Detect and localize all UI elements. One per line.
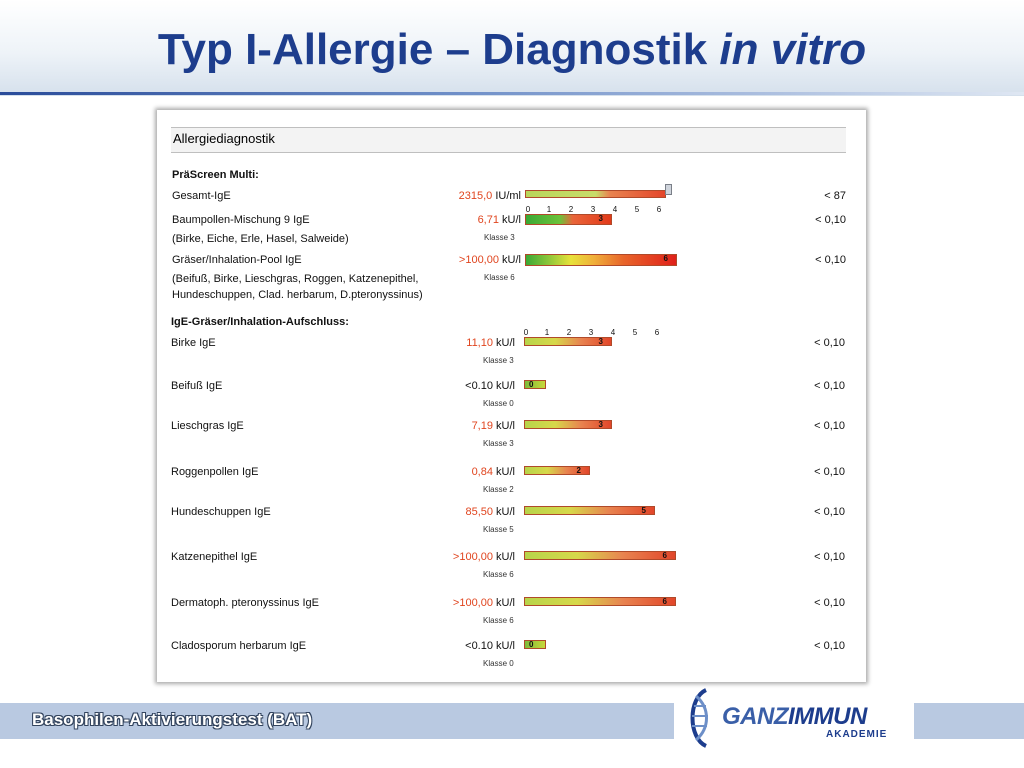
row-reference: < 0,10 bbox=[815, 254, 846, 266]
class-label: 6 bbox=[663, 254, 668, 263]
gesamt-ige-bar bbox=[525, 190, 666, 198]
row-reference: < 0,10 bbox=[814, 420, 845, 432]
scale-tick: 1 bbox=[544, 328, 550, 337]
row-value: 7,19 kU/l bbox=[471, 420, 515, 432]
row-klasse: Klasse 3 bbox=[483, 439, 514, 448]
scale-tick: 5 bbox=[634, 205, 640, 214]
row-name: Katzenepithel IgE bbox=[171, 551, 258, 563]
row-reference: < 0,10 bbox=[814, 466, 845, 478]
row-reference: < 87 bbox=[824, 190, 846, 202]
row-klasse: Klasse 3 bbox=[483, 356, 514, 365]
report-header bbox=[171, 127, 846, 153]
class-bar bbox=[524, 380, 546, 389]
row-value: >100,00 kU/l bbox=[452, 597, 515, 609]
company-logo-subtitle: AKADEMIE bbox=[826, 729, 888, 740]
class-label: 6 bbox=[662, 597, 667, 606]
class-label: 3 bbox=[598, 420, 603, 429]
scale-tick: 5 bbox=[632, 328, 638, 337]
company-logo: GANZIMMUN bbox=[722, 703, 867, 730]
row-klasse: Klasse 3 bbox=[484, 233, 515, 242]
row-value: 0,84 kU/l bbox=[471, 466, 515, 478]
slide-title: Typ I-Allergie – Diagnostik in vitro bbox=[157, 25, 867, 74]
title-rule bbox=[0, 92, 1024, 95]
scale-tick: 3 bbox=[590, 205, 596, 214]
row-reference: < 0,10 bbox=[814, 337, 845, 349]
footer-label: Basophilen-Aktivierungstest (BAT) bbox=[32, 710, 313, 729]
row-value: 2315,0 IU/ml bbox=[458, 190, 521, 202]
allergy-report bbox=[157, 110, 866, 682]
row-name: Cladosporum herbarum IgE bbox=[171, 640, 307, 652]
scale-tick: 4 bbox=[610, 328, 616, 337]
prescreen-heading: PräScreen Multi: bbox=[172, 169, 259, 181]
scale-tick: 3 bbox=[588, 328, 594, 337]
row-subtext: (Birke, Eiche, Erle, Hasel, Salweide) bbox=[172, 233, 349, 245]
class-bar bbox=[525, 254, 677, 266]
row-klasse: Klasse 5 bbox=[483, 525, 514, 534]
class-label: 3 bbox=[598, 337, 603, 346]
class-bar bbox=[524, 640, 546, 649]
row-value: >100,00 kU/l bbox=[452, 551, 515, 563]
class-label: 5 bbox=[641, 506, 646, 515]
row-name: Birke IgE bbox=[171, 337, 216, 349]
class-bar bbox=[524, 466, 590, 475]
aufschluss-heading: IgE-Gräser/Inhalation-Aufschluss: bbox=[171, 316, 349, 328]
row-klasse: Klasse 0 bbox=[483, 659, 514, 668]
class-label: 0 bbox=[529, 380, 534, 389]
class-label: 6 bbox=[662, 551, 667, 560]
row-reference: < 0,10 bbox=[815, 214, 846, 226]
row-name: Gräser/Inhalation-Pool IgE bbox=[172, 254, 302, 266]
row-reference: < 0,10 bbox=[814, 506, 845, 518]
class-label: 0 bbox=[529, 640, 534, 649]
row-name: Dermatoph. pteronyssinus IgE bbox=[171, 597, 319, 609]
class-bar bbox=[524, 420, 612, 429]
row-klasse: Klasse 6 bbox=[483, 570, 514, 579]
row-klasse: Klasse 2 bbox=[483, 485, 514, 494]
class-bar bbox=[524, 337, 612, 346]
scale-tick: 6 bbox=[654, 328, 660, 337]
scale-tick: 6 bbox=[656, 205, 662, 214]
row-value: >100,00 kU/l bbox=[458, 254, 521, 266]
row-klasse: Klasse 6 bbox=[484, 273, 515, 282]
row-name: Lieschgras IgE bbox=[171, 420, 244, 432]
row-klasse: Klasse 0 bbox=[483, 399, 514, 408]
report-header-label: Allergiediagnostik bbox=[173, 131, 275, 146]
class-label: 2 bbox=[576, 466, 581, 475]
dna-helix-icon bbox=[682, 688, 718, 748]
row-value: <0.10 kU/l bbox=[465, 380, 515, 392]
row-klasse: Klasse 6 bbox=[483, 616, 514, 625]
row-name: Beifuß IgE bbox=[171, 380, 223, 392]
class-bar bbox=[524, 506, 655, 515]
scale-tick: 2 bbox=[568, 205, 574, 214]
row-value: 6,71 kU/l bbox=[477, 214, 521, 226]
row-name: Baumpollen-Mischung 9 IgE bbox=[172, 214, 310, 226]
row-subtext: (Beifuß, Birke, Lieschgras, Roggen, Katzenepithel, bbox=[172, 273, 419, 285]
row-value: 85,50 kU/l bbox=[465, 506, 515, 518]
scale-tick: 0 bbox=[525, 205, 531, 214]
scale-tick: 1 bbox=[546, 205, 552, 214]
row-name: Hundeschuppen IgE bbox=[171, 506, 271, 518]
scale-tick: 2 bbox=[566, 328, 572, 337]
row-value: <0.10 kU/l bbox=[465, 640, 515, 652]
row-reference: < 0,10 bbox=[814, 597, 845, 609]
row-name: Gesamt-IgE bbox=[172, 190, 231, 202]
row-name: Roggenpollen IgE bbox=[171, 466, 259, 478]
row-reference: < 0,10 bbox=[814, 551, 845, 563]
class-bar bbox=[524, 551, 676, 560]
class-bar bbox=[524, 597, 676, 606]
row-value: 11,10 kU/l bbox=[466, 337, 515, 349]
row-subtext: Hundeschuppen, Clad. herbarum, D.pteronyssinus) bbox=[172, 289, 423, 301]
max-marker bbox=[665, 184, 672, 195]
scale-tick: 0 bbox=[523, 328, 529, 337]
scale-tick: 4 bbox=[612, 205, 618, 214]
row-reference: < 0,10 bbox=[814, 380, 845, 392]
row-reference: < 0,10 bbox=[814, 640, 845, 652]
class-label: 3 bbox=[598, 214, 603, 223]
class-bar bbox=[525, 214, 612, 225]
